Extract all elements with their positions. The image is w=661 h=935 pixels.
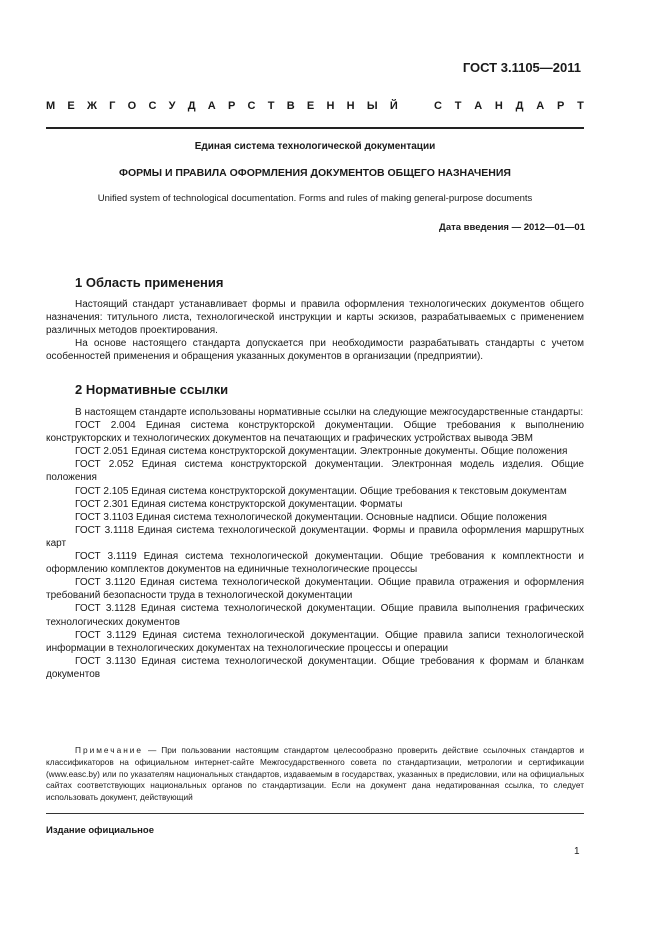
- letter: Р: [227, 100, 236, 112]
- letter: Д: [515, 100, 524, 112]
- section-1-body: [46, 298, 584, 363]
- letter: Ы: [366, 100, 378, 112]
- note-label: Примечание: [75, 745, 144, 755]
- letter: Е: [67, 100, 75, 112]
- letter: Н: [494, 100, 504, 112]
- letter: Т: [577, 100, 584, 112]
- letter: В: [286, 100, 295, 112]
- paragraph: В настоящем стандарте использованы нормативные ссылки на следующие межгосударственные стандарты:: [75, 407, 584, 418]
- letter: Т: [267, 100, 275, 112]
- footer-divider: [46, 813, 584, 814]
- reference-item: ГОСТ 2.004 Единая система конструкторской документации. Общие требования к выполнению конструкторских и технологических документов на печатающих и графических устройствах вывода ЭВМ: [46, 420, 584, 445]
- official-edition-label: Издание официальное: [46, 825, 154, 836]
- note: [46, 745, 584, 804]
- standard-word: [434, 100, 584, 112]
- reference-item: ГОСТ 3.1130 Единая система технологической документации. Общие требования к формам и бланкам документов: [46, 655, 584, 680]
- paragraph: На основе настоящего стандарта допускается при необходимости разрабатывать стандарты с учетом особенностей применения и обращения указанных документов в организации (предприятии).: [46, 338, 584, 363]
- reference-item: ГОСТ 3.1128 Единая система технологической документации. Общие правила выполнения графических технологических документов: [46, 603, 584, 628]
- section-2-heading: 2 Нормативные ссылки: [75, 382, 229, 397]
- paragraph: Настоящий стандарт устанавливает формы и правила оформления технологических документов общего назначения: титульного листа, технологической инструкции и карты эскизов, разрабатываемых с применением различных методов проектирования.: [46, 299, 584, 337]
- letter: О: [127, 100, 137, 112]
- letter: Е: [306, 100, 315, 112]
- document-title-english: Unified system of technological documentation. Forms and rules of making general-purpose documents: [97, 193, 533, 204]
- letter: А: [474, 100, 483, 112]
- reference-item: ГОСТ 2.052 Единая система конструкторской документации. Электронная модель изделия. Общие положения: [46, 459, 584, 484]
- reference-item: ГОСТ 2.105 Единая система конструкторской документации. Общие требования к текстовым документам: [75, 485, 567, 497]
- letter: А: [207, 100, 216, 112]
- letter: С: [247, 100, 256, 112]
- section-2-body: [46, 406, 584, 681]
- letter: Ж: [86, 100, 98, 112]
- section-1-heading: 1 Область применения: [75, 275, 224, 290]
- page-number: 1: [574, 846, 580, 857]
- letter: С: [434, 100, 443, 112]
- document-number: ГОСТ 3.1105—2011: [462, 60, 581, 75]
- letter: Й: [389, 100, 398, 112]
- letter: У: [168, 100, 176, 112]
- note-text: — При пользовании настоящим стандартом целесообразно проверить действие ссылочных стандартов и классификаторов на официальном интернет-сайте Межгосударственного совета по стандартизации, метрологии и сертификации (www.easc.by) или по указателям национальных стандартов, издаваемым в государствах, указанных в предисловии, или на официальных сайтах соответствующих национальных органов по стандартизации. Если на документ дана недатированная ссылка, то следует использовать документ, действующий: [46, 745, 584, 803]
- system-name: Единая система технологической документации: [194, 141, 436, 152]
- reference-item: ГОСТ 3.1129 Единая система технологической документации. Общие правила записи технологической информации в технологических документах на технологические процессы и операции: [46, 629, 584, 654]
- letter: Г: [109, 100, 116, 112]
- header-divider: [46, 127, 584, 129]
- reference-item: ГОСТ 3.1120 Единая система технологической документации. Общие правила отражения и оформления требований безопасности труда в технологической документации: [46, 577, 584, 602]
- letter: Н: [346, 100, 355, 112]
- reference-item: ГОСТ 3.1103 Единая система технологической документации. Основные надписи. Общие положения: [75, 511, 547, 523]
- letter: Т: [454, 100, 462, 112]
- letter: Д: [187, 100, 196, 112]
- document-title: ФОРМЫ И ПРАВИЛА ОФОРМЛЕНИЯ ДОКУМЕНТОВ ОБЩЕГО НАЗНАЧЕНИЯ: [119, 167, 511, 179]
- reference-item: ГОСТ 3.1119 Единая система технологической документации. Общие требования к комплектности и оформлению комплектов документов на единичные технологические процессы: [46, 551, 584, 576]
- letter: Н: [326, 100, 335, 112]
- letter: А: [536, 100, 545, 112]
- interstate-word-row: [46, 100, 584, 112]
- reference-item: ГОСТ 2.051 Единая система конструкторской документации. Электронные документы. Общие положения: [75, 446, 568, 458]
- letter: Р: [556, 100, 565, 112]
- letter: С: [148, 100, 157, 112]
- interstate-word: [46, 100, 398, 112]
- reference-item: ГОСТ 3.1118 Единая система технологической документации. Формы и правила оформления маршрутных карт: [46, 524, 584, 549]
- introduction-date: Дата введения — 2012—01—01: [439, 222, 585, 233]
- reference-item: ГОСТ 2.301 Единая система конструкторской документации. Форматы: [75, 498, 403, 510]
- interstate-standard-banner: [46, 100, 584, 112]
- letter: М: [46, 100, 56, 112]
